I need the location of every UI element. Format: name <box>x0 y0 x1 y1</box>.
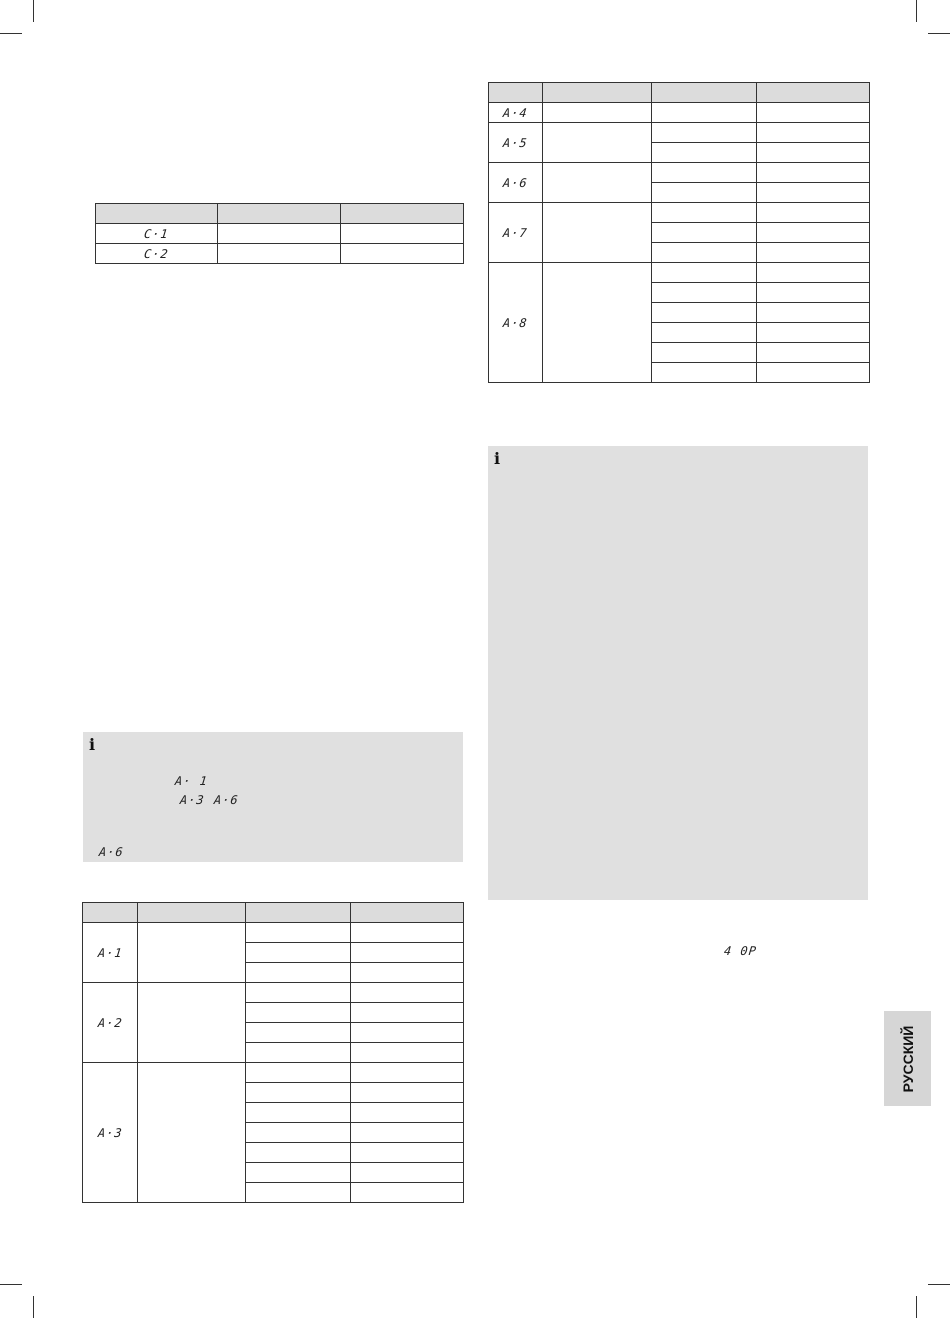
table-row <box>489 163 870 183</box>
table-row <box>83 923 464 943</box>
crop-mark <box>916 1296 917 1318</box>
table-row <box>489 203 870 223</box>
segment-code: A·1 <box>96 945 124 960</box>
table-row <box>489 263 870 283</box>
a-code-table-left <box>82 902 464 1203</box>
segment-code: A·8 <box>502 315 529 330</box>
table-header-row <box>96 204 464 224</box>
segment-code: A·6 <box>502 175 529 190</box>
table-row <box>83 983 464 1003</box>
segment-code: A·4 <box>502 105 529 120</box>
table-row <box>489 103 870 123</box>
display-reading: 4 0P <box>723 944 758 958</box>
table-row <box>96 244 464 264</box>
table-row <box>83 1063 464 1083</box>
crop-mark <box>33 0 34 22</box>
segment-code: A·6 <box>213 793 240 807</box>
segment-code: A·6 <box>98 845 125 859</box>
crop-mark <box>928 33 950 34</box>
info-box-left <box>83 732 463 862</box>
segment-code: A·2 <box>96 1015 124 1030</box>
table-header-row <box>489 83 870 103</box>
segment-code: C·2 <box>143 246 170 261</box>
segment-code: A·5 <box>502 135 529 150</box>
table-row <box>489 123 870 143</box>
table-row <box>96 224 464 244</box>
a-code-table-right <box>488 82 870 383</box>
crop-mark <box>916 0 917 22</box>
info-icon: i <box>89 735 96 754</box>
info-box-right <box>488 446 868 900</box>
language-label: РУССКИЙ <box>899 1025 916 1092</box>
c-code-table <box>95 203 464 264</box>
segment-code: C·1 <box>143 226 170 241</box>
segment-code: A· 1 <box>174 774 209 788</box>
segment-code: A·7 <box>502 225 529 240</box>
crop-mark <box>928 1284 950 1285</box>
segment-code: A·3 <box>179 793 206 807</box>
crop-mark <box>0 1284 22 1285</box>
language-tab <box>884 1011 931 1106</box>
crop-mark <box>33 1296 34 1318</box>
segment-code: A·3 <box>96 1125 124 1140</box>
table-header-row <box>83 903 464 923</box>
crop-mark <box>0 33 22 34</box>
info-icon: i <box>494 449 501 468</box>
